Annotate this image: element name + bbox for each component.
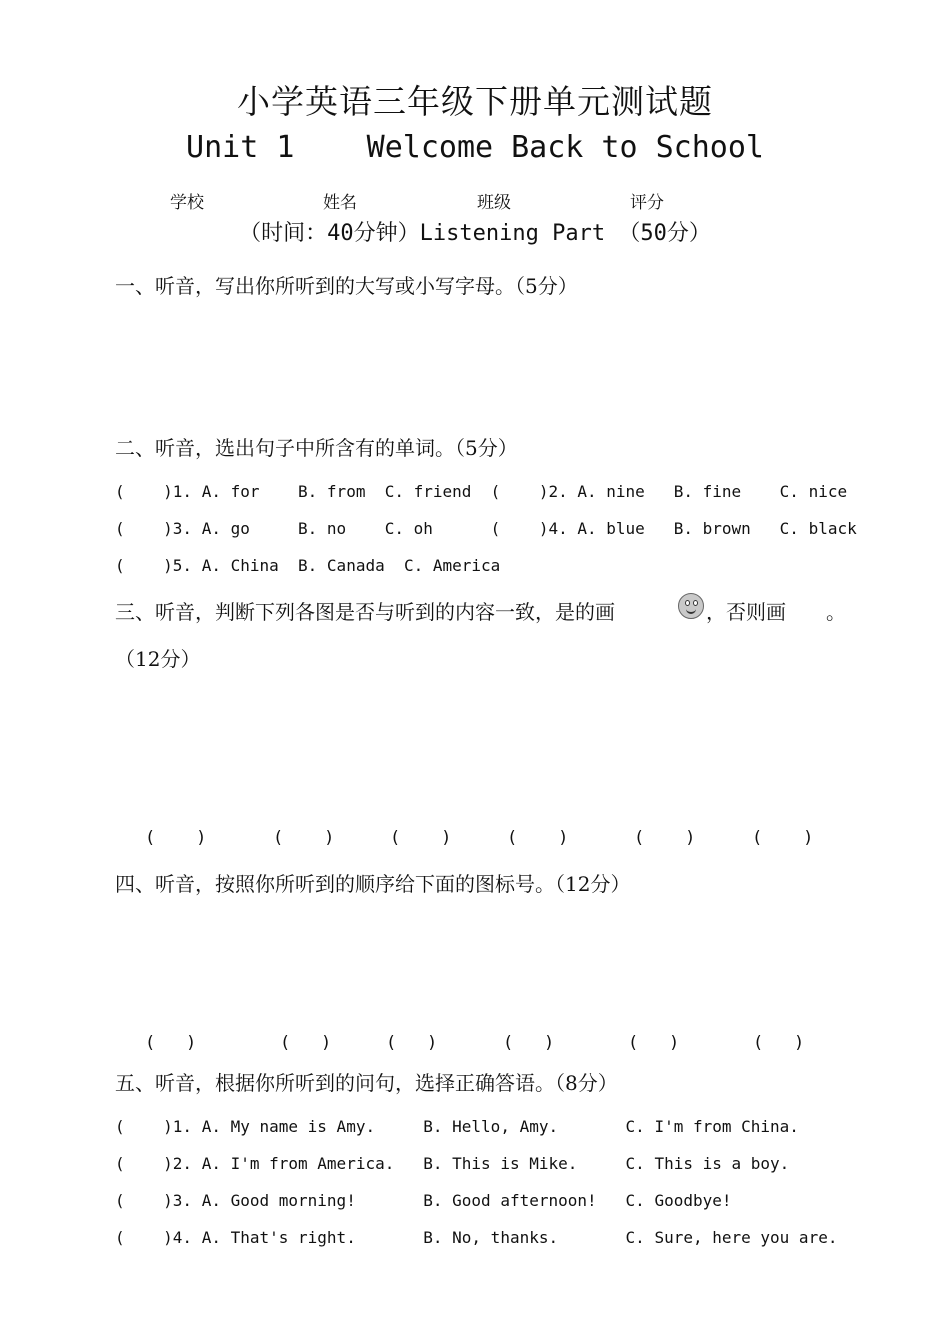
section5-heading: 五、听音，根据你所听到的问句，选择正确答语。（8分） — [115, 1071, 618, 1095]
field-name-label: 姓名 — [323, 193, 357, 213]
smiley-face-icon — [678, 593, 704, 619]
section2-row: ( )3. A. go B. no C. oh ( )4. A. blue B. brown C. black — [115, 519, 857, 538]
section5-row: ( )3. A. Good morning! B. Good afternoon! C. Goodbye! — [115, 1191, 732, 1210]
smiley-mouth — [686, 606, 696, 614]
page-title: 小学英语三年级下册单元测试题 — [237, 82, 713, 121]
section5-row: ( )1. A. My name is Amy. B. Hello, Amy. C. I'm from China. — [115, 1117, 799, 1136]
time-line: （时间：40分钟）Listening Part （50分） — [239, 221, 711, 246]
section2-row: ( )1. A. for B. from C. friend ( )2. A. nine B. fine C. nice — [115, 482, 848, 501]
unit-subtitle: Unit 1 Welcome Back to School — [186, 130, 764, 165]
order-bracket[interactable]: ( ) — [753, 1033, 805, 1053]
section5-row: ( )2. A. I'm from America. B. This is Mike. C. This is a boy. — [115, 1154, 790, 1173]
order-bracket[interactable]: ( ) — [386, 1033, 438, 1053]
answer-bracket[interactable]: ( ) — [390, 828, 452, 848]
section3-heading — [115, 596, 615, 625]
section3-heading-part-b: ，否则画 — [706, 600, 786, 624]
answer-bracket[interactable]: ( ) — [145, 828, 207, 848]
field-class-label: 班级 — [477, 193, 511, 213]
answer-bracket[interactable]: ( ) — [273, 828, 335, 848]
order-bracket[interactable]: ( ) — [280, 1033, 332, 1053]
section3-score: （12分） — [115, 647, 201, 671]
section2-heading: 二、听音，选出句子中所含有的单词。（5分） — [115, 436, 518, 460]
answer-bracket[interactable]: ( ) — [507, 828, 569, 848]
section3-heading-end: 。 — [826, 600, 846, 624]
section4-heading: 四、听音，按照你所听到的顺序给下面的图标号。（12分） — [115, 872, 631, 896]
section1-heading: 一、听音，写出你所听到的大写或小写字母。（5分） — [115, 274, 578, 298]
answer-bracket[interactable]: ( ) — [752, 828, 814, 848]
order-bracket[interactable]: ( ) — [503, 1033, 555, 1053]
order-bracket[interactable]: ( ) — [628, 1033, 680, 1053]
section3-heading-part-a: 三、听音，判断下列各图是否与听到的内容一致，是的画 — [115, 600, 615, 624]
section2-row: ( )5. A. China B. Canada C. America — [115, 556, 501, 575]
field-school-label: 学校 — [170, 193, 204, 213]
answer-bracket[interactable]: ( ) — [634, 828, 696, 848]
section5-row: ( )4. A. That's right. B. No, thanks. C. Sure, here you are. — [115, 1228, 838, 1247]
field-score-label: 评分 — [630, 193, 664, 213]
order-bracket[interactable]: ( ) — [145, 1033, 197, 1053]
